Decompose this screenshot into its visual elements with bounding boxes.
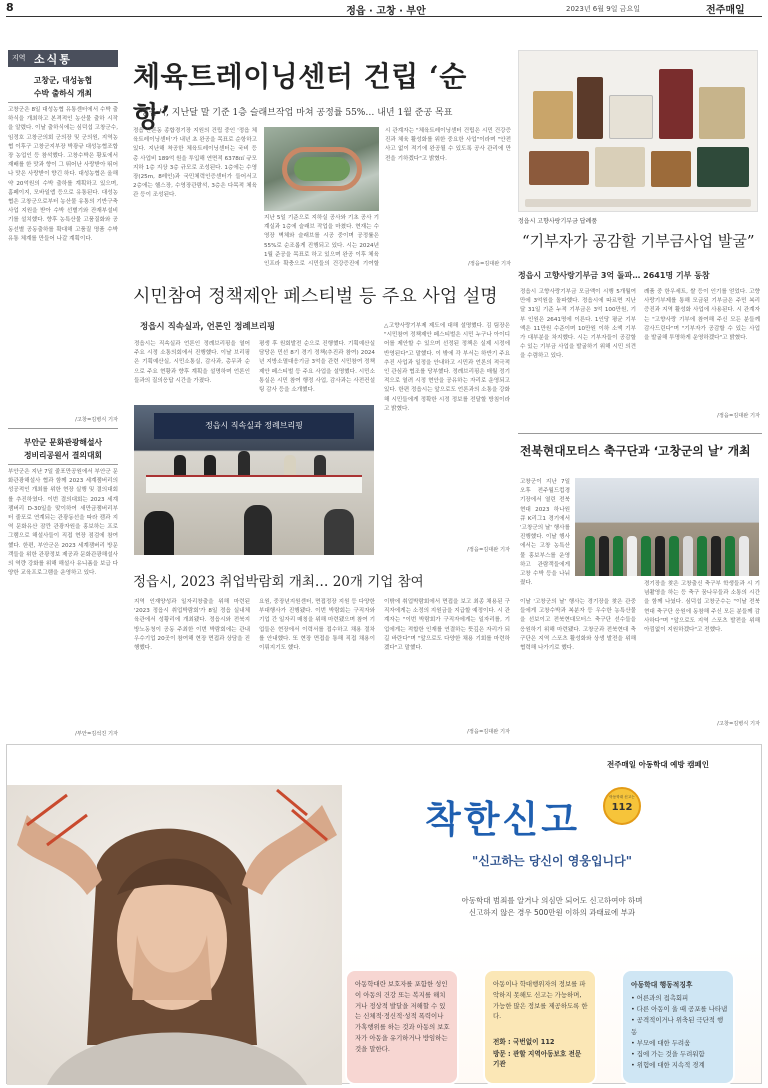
hotline-badge-label: 아동학대 신고는 xyxy=(609,795,635,799)
list-item: • 집에 가는 것을 두려워함 xyxy=(631,1050,705,1059)
event-banner xyxy=(154,413,354,439)
section-title: 정읍 · 고창 · 부안 xyxy=(346,6,426,17)
article-body: 정읍시는 직속실과 언론인 정례브리핑을 열어 주요 시정 소통의회에서 진행했다. 이날 브리핑은 기획예산실, 시민소통실, 감사과, 총무과 순으로 주요 현황과 향후 계획을 설명하며 언론인들과의 질의응답 시간을 가졌다. xyxy=(134,341,250,384)
sidebar-item-credit: /부안=김석진 기자 xyxy=(75,731,118,737)
article-body: 이날 '고창군의 날' 행사는 경기장을 찾은 관중들에게 고창수박과 복분자 등 우수한 농특산물을 선보이고 전북현대모터스 축구단 선수들을 응원하기 위해 마련됐다. 고창군과 전북현대 축구단은 지역 스포츠 활성화와 상생 발전을 위해 협력해 나가기로 했다. xyxy=(520,599,636,652)
article-body: 경기장을 찾은 고창출신 축구부 학생들과 시 기념촬영을 하는 등 축구 꿈나무들과 소통의 시간을 함께 나눴다. 심덕섭 고창군수는 "이날 전북현대 축구단 응원에 동참해 주신 모든 분들께 감사하다"며 "앞으로도 지역 스포츠 발전을 위해 아낌없이 지원하겠다"고 전했다. xyxy=(644,581,760,634)
article-body: 례품 중 한우세트, 쌀 등이 인기를 얻었다. 고향사랑기부제를 통해 모금된 기부금은 주민 복리 증진과 지역 활성화 사업에 사용된다. 시 관계자는 "고향사랑 기부에 참여해 주신 모든 분들께 감사드린다"며 "기부자가 공감할 수 있는 사업을 발굴해 투명하게 운영하겠다"고 밝혔다. xyxy=(644,289,760,342)
sidebar-item-body: 부안군은 지난 7일 줄포만공원에서 부안군 문화관광해설사 협과 함께 2023 세계잼버리의 성공적인 개최를 위한 현장 실행 및 결의대회를 추진하였다. 이번 결의대회는 2023 세계잼버리 D-30일을 맞이하여 새만금잼버리부터 줄포로 연계되는 관광동선을 따라 캠과 지역 문화유산 잠깐 관광자원을 홍보하는 프로그램으로 해설사들이 직접 현장 점검에 참여했다. 한편, 부안군은 2023 세계잼버리 방문객들을 위한 관광정보 제공과 문화관광해설사의 역량 강화를 위해 해설사 유니폼을 보급 다양한 교육프로그램을 운영하고 있다. xyxy=(8,469,118,577)
issue-date: 2023년 6월 9일 금요일 xyxy=(566,5,640,13)
sidebar-tag: 지역 xyxy=(12,54,26,62)
article-body: 고창군이 지난 7일 오후 전주월드컵경기장에서 열린 전북현대 2023 하나원큐 K리그1 경기에서 '고창군의 날' 행사를 진행했다. 이날 행사에서는 고창 농특산물 홍보부스를 운영하고 관람객들에게 고창 수박 등을 나눠줬다. xyxy=(520,479,570,587)
article-credit: /고창=김병식 기자 xyxy=(717,721,760,727)
article-credit: /정읍=김대완 기자 xyxy=(467,729,510,735)
divider xyxy=(8,464,118,465)
list-item: • 위험에 대한 지속적 경계 xyxy=(631,1061,705,1070)
sidebar-item-credit: /고창=김병식 기자 xyxy=(75,417,118,423)
article-body: 평생 후 원회발전 순으로 진행했다. 기획예산실 담당은 민선 8기 경기 정책(추진과 참여) 2024년 지방소멸대응기금 3억을 관련 시민참여 정책제안 페스티벌 등 주요 사업을 설명했다. 시민소통실은 시민 참여 행정 사업, 감사과는 사전컨설팅 감사 등을 소개했다. xyxy=(259,341,375,394)
sidebar-name: 소식통 xyxy=(34,53,72,66)
sidebar-item-title: 부안군 문화관광해설사 정비리공원서 결의대회 xyxy=(23,438,103,460)
photo-caption: 정읍시 고향사랑기부금 답례품 xyxy=(518,218,598,225)
stadium-photo xyxy=(264,127,379,211)
sidebar-header xyxy=(8,50,118,67)
info-box-heading: 아동학대 행동적징후 xyxy=(631,981,693,989)
article-subhead: 정읍시 고향사랑기부금 3억 돌파… 2641명 기부 동참 xyxy=(518,271,710,280)
page-number: 8 xyxy=(6,1,14,14)
info-box-text: 아동학대란 보호자를 포함한 성인이 아동의 건강 또는 복지를 해치거나 정상적 발달을 저해할 수 있는 신체적·정신적·성적 폭력이나 가혹행위를 하는 것과 아동의 보호자가 아동을 유기하거나 방임하는 것을 말한다. xyxy=(355,980,450,1053)
ad-description-line: 신고하지 않은 경우 500만원 이하의 과태료에 부과 xyxy=(468,908,636,917)
article-headline: “기부자가 공감할 기부금사업 발굴” xyxy=(522,232,755,250)
article-headline: 전북현대모터스 축구단과 ‘고창군의 날’ 개최 xyxy=(520,444,751,458)
article-body: 요원, 중장년지원센터, 면접정장 지원 등 다양한 부대행사가 진행됐다. 이번 박람회는 구직자와 기업 간 일자리 매칭을 위해 마련됐으며 참여 기업들은 현장에서 이력서를 접수하고 채용 절차를 안내했다. 또 현장 면접을 통해 직접 채용이 이뤄지기도 했다. xyxy=(259,599,375,652)
report-phone: 전화 : 국번없이 112 xyxy=(493,1038,555,1046)
article-body: 정읍시 고향사랑기부금 모금액이 시행 5개월여 만에 3억원을 돌파했다. 정읍시에 따르면 지난달 31일 기준 누적 기부금은 3억 100만원, 기부 인원은 2641명에 이른다. 1인당 평균 기부액은 11만원 수준이며 10만원 이하 소액 기부가 대부분을 차지했다. 시는 기부자들이 공감할 수 있는 기부금 사업을 발굴하기 위해 시민 의견을 수렴하고 있다. xyxy=(520,289,636,360)
list-item: • 공격적이거나 위축된 극단적 행동 xyxy=(631,1016,724,1036)
list-item: • 부모에 대한 두려움 xyxy=(631,1038,691,1047)
field-shape xyxy=(294,157,350,181)
divider xyxy=(518,433,762,434)
article-body: 이밖에 취업박람회에서 면접을 보고 최종 채용된 구직자에게는 소정의 지원금을 지급할 예정이다. 시 관계자는 "이번 박람회가 구직자에게는 일자리를, 기업에게는 적합한 인재를 연결하는 뜻깊은 자리가 되길 바란다"며 "앞으로도 다양한 채용 기회를 마련하겠다"고 말했다. xyxy=(384,599,510,652)
briefing-table xyxy=(146,475,362,493)
info-box-definition xyxy=(345,969,459,1085)
briefing-photo xyxy=(134,405,374,555)
banner-text: 정읍시 직속실과 정례브리핑 xyxy=(205,421,303,430)
distressed-child-image xyxy=(7,785,342,1085)
article-body: 시 관계자는 "체육트레이닝센터 건립은 시민 건강증진과 체육 활성화를 위한 중요한 사업"이라며 "안전사고 없이 적기에 완공될 수 있도록 공사 관리에 만전을 기하겠다"고 밝혔다. xyxy=(385,128,511,162)
article-subhead: 정읍시 직속실과, 언론인 정례브리핑 xyxy=(140,322,276,332)
info-box-signs xyxy=(621,969,735,1085)
soccer-team-photo xyxy=(575,478,759,576)
ad-title: 착한신고 xyxy=(425,798,580,841)
sidebar-item-title: 고창군, 대성농협 수박 출하식 개최 xyxy=(33,76,93,98)
list-item: • 어른과의 접촉회피 xyxy=(631,994,689,1002)
divider xyxy=(8,428,118,429)
article-headline: 정읍시, 2023 취업박람회 개최… 20개 기업 참여 xyxy=(133,574,424,590)
newspaper-brand: 전주매일 xyxy=(706,5,745,16)
article-body: 지역 인재양성과 일자리창출을 위해 마련된 '2023 정읍시 취업박람회'가 8일 정읍 실내체육관에서 성황리에 개최됐다. 정읍시와 전북지방노동청이 공동 주최한 이번 박람회에는 관내 우수기업 20곳이 참여해 현장 면접과 상담을 진행했다. xyxy=(134,599,250,652)
ad-slogan: "신고하는 당신이 영웅입니다" xyxy=(472,854,632,868)
article-headline: 시민참여 정책제안 페스티벌 등 주요 사업 설명 xyxy=(133,286,498,307)
article-headline: 체육트레이닝센터 건립 ‘순항’ xyxy=(133,60,467,133)
article-subhead: 정읍시, 지난달 말 기준 1층 슬래브작업 마쳐 공정률 55%… 내년 1월 준공 목표 xyxy=(140,108,453,118)
info-box-report xyxy=(483,969,597,1085)
list-item: • 다른 아동이 울 때 공포를 나타냄 xyxy=(631,1005,728,1014)
page-header xyxy=(6,0,762,17)
signs-list xyxy=(631,993,729,1071)
article-body: △고향사랑기부제 제도에 대해 설명했다. 김 팀장은 "시민참여 정책제안 페스티벌은 시민 누구나 아이디어를 제안할 수 있으며 선정된 정책은 실제 시정에 반영된다"고 말했다. 이 밖에 각 부서는 하반기 주요 추진 사업과 일정을 안내하고 시민과 언론의 적극적인 관심과 협조를 당부했다. 정례브리핑은 매월 정기적으로 열려 시정 현안을 공유하는 자리로 운영되고 있다. 한편 정읍시는 앞으로도 언론과의 소통을 강화해 시민들에게 정확한 시정 정보를 전달할 방침이라고 밝혔다. xyxy=(384,323,510,412)
report-visit: 방문 : 관할 지역아동보호 전문기관 xyxy=(493,1050,582,1069)
article-body: 지난 5일 기준으로 지하실 공사와 기초 공사 기계실과 1층에 슬래브 작업을 마쳤다. 현재는 수영장 벽체와 슬래브를 시공 중이며 공정률은 55%로 순조롭게 진행되고 있다. 시는 2024년 1월 준공을 목표로 하고 있으며 완공 이후 체육 인프라 확충으로 시민들의 건강증진에 기여할 xyxy=(264,215,379,268)
child-abuse-campaign-ad xyxy=(6,744,762,1084)
info-box-text: 아동이나 학대행위자의 정보를 파악하지 못해도 신고는 가능하며, 가능한 많은 정보를 제공하도록 한다. xyxy=(493,980,588,1021)
article-body: 정읍 산론동 종합경기장 지원의 건립 중인 '정읍 체육트레이닝센터'가 내년 초 완공을 목표로 순항하고 있다. 지난해 착공한 체육트레이닝센터는 국비 등 총 사업비 189억 원을 투입해 연면적 6378㎡ 규모 지하 1층 지상 3층 규모로 조성된다. 1층에는 수영장(25m, 8레인)과 국민체력인증센터가 들어서고 2층에는 헬스장, 수영장관람석, 3층은 다목적 체육관 등이 조성된다. xyxy=(133,128,257,199)
article-credit: /정읍=김대완 기자 xyxy=(717,413,760,419)
ad-tag: 전주매일 아동학대 예방 캠페인 xyxy=(607,760,710,769)
divider xyxy=(8,102,118,103)
gift-products-photo xyxy=(518,50,758,212)
article-credit: /정읍=김대완 기자 xyxy=(467,547,510,553)
sidebar-item-body: 고창군은 8일 대성농협 유통센터에서 수박 출하식을 개최하고 본격적인 농산물 출하 시작을 알렸다. 이날 출하식에는 심덕섭 고창군수, 임정호 고창군의회 군의장 및 군의원, 지역농협 이후구 고창군지부장 박광규 대성농협조합장 농업인 등 참석했다. 고창수박은 황토에서 재배를 한 맛과 향이 그 뛰어난 사랑받아 뛰어나 맛은 사랑받이 향긴 하다. 대성농협은 올해 약 20억원의 수박 출하를 계획하고 있으며, 홈페이지, 모바일앱 등으로 유통된다. 대성농협은 고창군으로부터 농산물 유통의 기반구축 사업 지원을 받아 수박 선별기와 잔재부설비기를 설치했다. 향후 농특산물 고품질화와 공동선별 공동출하를 확대해 고품질 명품 수박 유통 체계를 만들어 나갈 계획이다. xyxy=(8,107,118,242)
hotline-number: 112 xyxy=(611,802,633,813)
article-credit: /정읍=김대완 기자 xyxy=(468,261,511,267)
ad-description-line: 아동학대 범죄를 알거나 의심만 되어도 신고하여야 하며 xyxy=(461,896,643,905)
ad-description xyxy=(402,895,702,919)
news-sidebar xyxy=(8,50,118,740)
child-illustration xyxy=(7,785,342,1085)
